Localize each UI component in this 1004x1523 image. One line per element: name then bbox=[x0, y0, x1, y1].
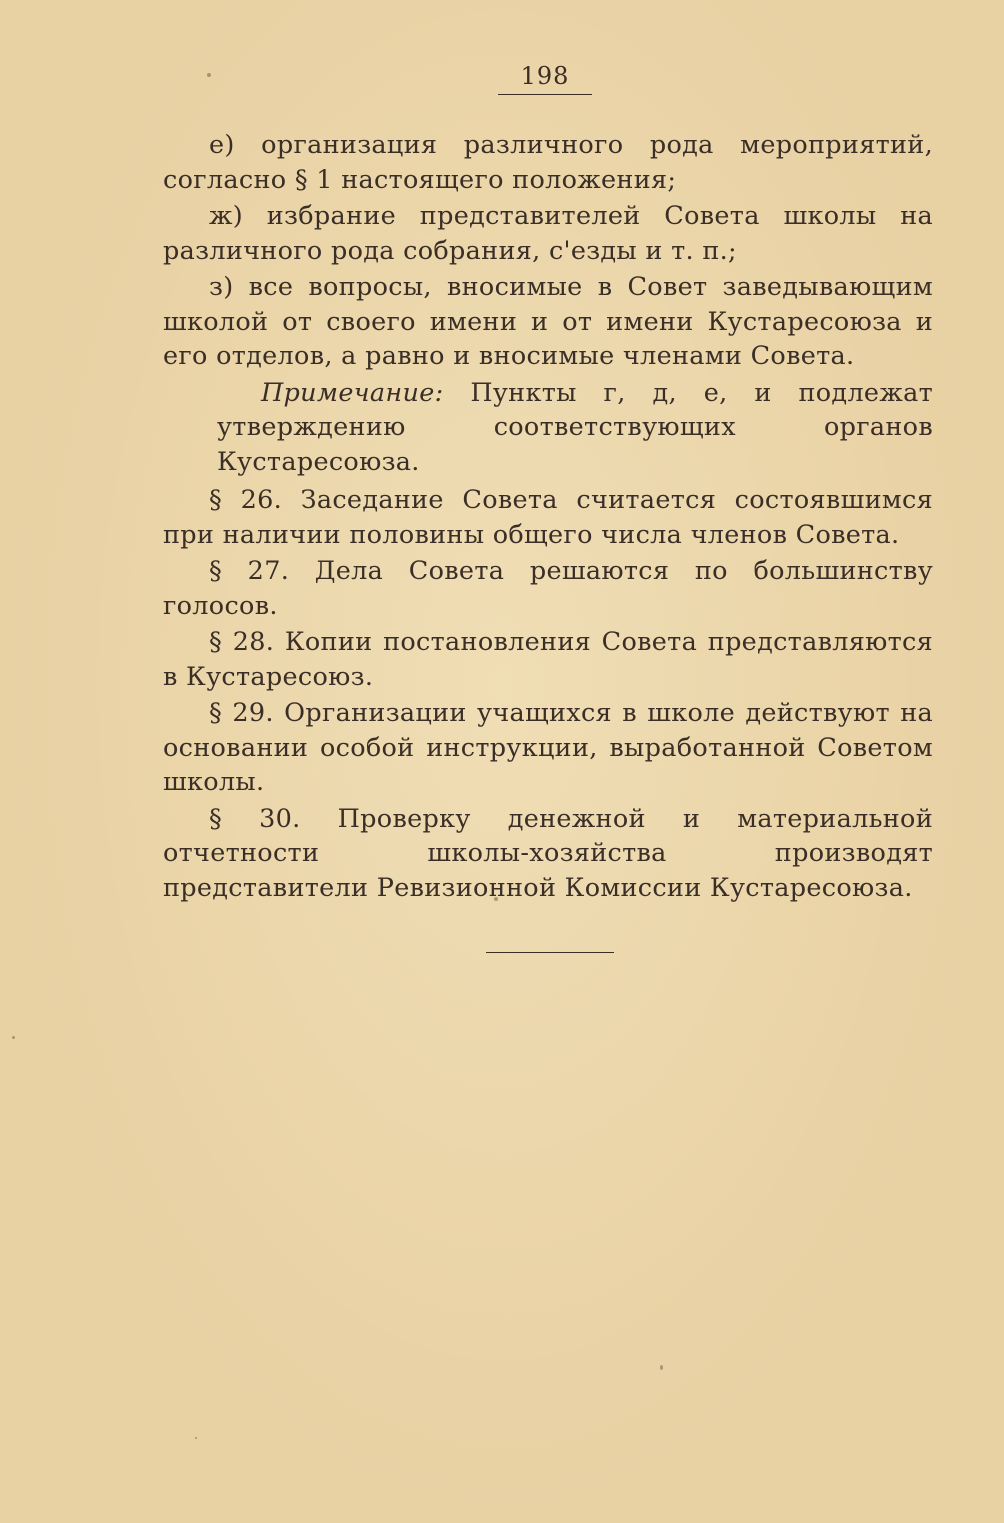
page-body bbox=[163, 128, 933, 907]
section-30: § 30. Проверку денежной и материальной отчетности школы-хозяйства производят представители Ревизионной Комиссии Кустаресоюза. bbox=[163, 803, 933, 903]
note-text: Пункты г, д, е, и подлежат утверждению соответствующих органов Кустаресоюза. bbox=[217, 377, 933, 477]
section-29: § 29. Организации учащихся в школе действуют на основании особой инструкции, выработанной Советом школы. bbox=[163, 698, 933, 797]
section-28: § 28. Копии постановления Совета представляются в Кустаресоюз. bbox=[163, 627, 933, 692]
note-paragraph bbox=[217, 376, 933, 480]
closing-rule bbox=[486, 952, 614, 953]
list-item-zh: ж) избрание представителей Совета школы на различного рода собрания, с'езды и т. п.; bbox=[163, 201, 933, 266]
note-label: Примечание: bbox=[261, 377, 444, 408]
list-item-e: е) организация различного рода мероприятий, согласно § 1 настоящего положения; bbox=[163, 130, 933, 195]
section-27: § 27. Дела Совета решаются по большинству голосов. bbox=[163, 556, 933, 621]
paper-speck bbox=[660, 1365, 663, 1370]
paper-speck bbox=[494, 897, 498, 901]
list-item-z: з) все вопросы, вносимые в Совет заведывающим школой от своего имени и от имени Кустаресоюза и его отделов, а равно и вносимые членами Совета. bbox=[163, 272, 933, 371]
page-number: 198 bbox=[498, 62, 592, 95]
section-26: § 26. Заседание Совета считается состоявшимся при наличии половины общего числа членов Совета. bbox=[163, 485, 933, 550]
paper-speck bbox=[12, 1036, 15, 1039]
paper-speck bbox=[195, 1437, 197, 1439]
paper-speck bbox=[207, 73, 211, 77]
